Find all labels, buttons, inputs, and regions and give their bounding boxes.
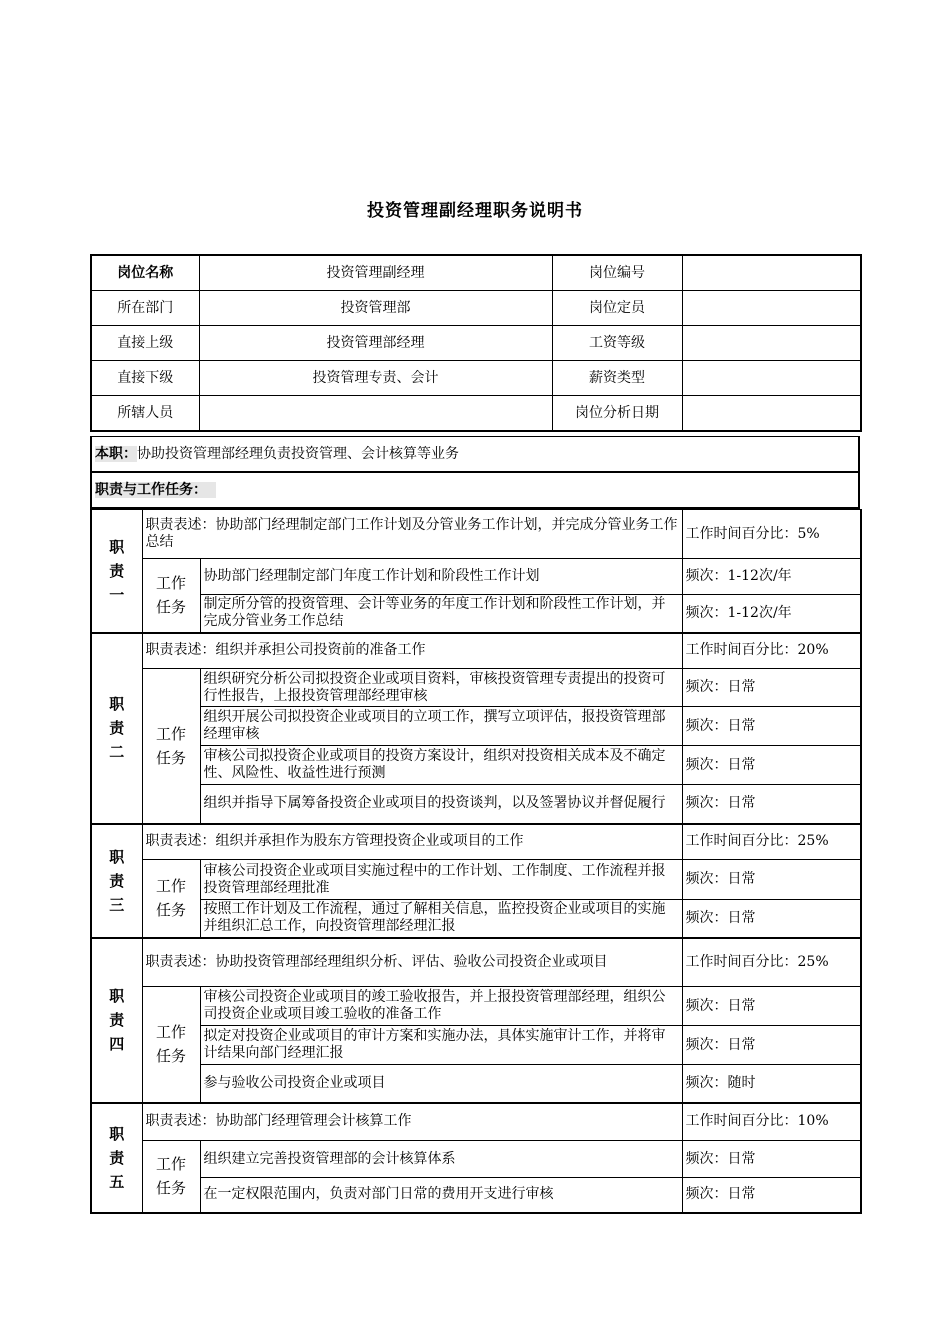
- task-label: [142, 669, 200, 824]
- task-row: [91, 900, 861, 938]
- duty-percent: 工作时间百分比：20%: [682, 633, 861, 669]
- task-frequency: 频次：日常: [682, 1178, 861, 1213]
- task-label-text: 任务: [155, 748, 186, 767]
- duty-head-char: 一: [109, 585, 125, 604]
- duty-statement-row: [91, 633, 861, 669]
- task-text: 在一定权限范围内，负责对部门日常的费用开支进行审核: [200, 1178, 682, 1213]
- duties-header-label: 职责与工作任务：: [95, 481, 207, 498]
- info-label: 所在部门: [91, 291, 199, 326]
- task-frequency: 频次：日常: [682, 707, 861, 746]
- task-row: [91, 1178, 861, 1213]
- task-label-text: 工作: [155, 724, 186, 743]
- duty-head-char: 责: [109, 1148, 125, 1167]
- duty-statement-row: [91, 938, 861, 987]
- info-label: 工资等级: [552, 326, 682, 361]
- core-duty-text: 协助投资管理部经理负责投资管理、会计核算等业务: [137, 445, 459, 462]
- task-text: 拟定对投资企业或项目的审计方案和实施办法，具体实施审计工作，并将审计结果向部门经理汇报: [200, 1026, 682, 1065]
- duty-head-char: 责: [109, 719, 125, 737]
- duty-1-head: [91, 510, 142, 633]
- info-label: 直接上级: [91, 326, 199, 361]
- task-frequency: 频次：日常: [682, 900, 861, 938]
- duty-statement: 职责表述：组织并承担公司投资前的准备工作: [142, 633, 682, 669]
- duty-statement: 职责表述：组织并承担作为股东方管理投资企业或项目的工作: [142, 824, 682, 860]
- core-duty-table: [90, 436, 860, 509]
- duty-statement: 职责表述：协助部门经理制定部门工作计划及分管业务工作计划，并完成分管业务工作总结: [142, 510, 682, 559]
- duty-percent: 工作时间百分比：25%: [682, 938, 861, 987]
- duty-head-char: 职: [109, 1124, 125, 1143]
- duty-head-char: 四: [109, 1035, 125, 1053]
- task-row: [91, 1065, 861, 1103]
- info-label: 岗位编号: [552, 255, 682, 291]
- duty-5-head: [91, 1103, 142, 1213]
- info-value: 投资管理部: [199, 291, 552, 326]
- task-frequency: 频次：日常: [682, 785, 861, 824]
- duty-statement-row: [91, 1103, 861, 1141]
- duty-head-char: 责: [109, 871, 125, 890]
- duty-head-char: 责: [109, 1011, 125, 1029]
- task-row: [91, 746, 861, 785]
- task-row: [91, 595, 861, 633]
- task-label: [142, 559, 200, 633]
- task-label-text: 任务: [155, 598, 186, 617]
- task-label-text: 工作: [155, 1023, 186, 1042]
- info-value: [682, 396, 861, 432]
- info-row: [91, 255, 861, 291]
- task-row: [91, 860, 861, 900]
- task-row: [91, 987, 861, 1026]
- task-frequency: 频次：日常: [682, 1141, 861, 1178]
- task-text: 组织开展公司拟投资企业或项目的立项工作，撰写立项评估，报投资管理部经理审核: [200, 707, 682, 746]
- task-frequency: 频次：日常: [682, 746, 861, 785]
- info-row: [91, 326, 861, 361]
- task-label-text: 任务: [155, 1179, 186, 1198]
- task-frequency: 频次：日常: [682, 860, 861, 900]
- info-label: 薪资类型: [552, 361, 682, 396]
- position-info-table: [90, 254, 862, 432]
- task-row: [91, 1026, 861, 1065]
- info-value: [682, 255, 861, 291]
- info-label: 岗位定员: [552, 291, 682, 326]
- duty-statement-row: [91, 824, 861, 860]
- task-text: 按照工作计划及工作流程，通过了解相关信息，监控投资企业或项目的实施并组织汇总工作，向投资管理部经理汇报: [200, 900, 682, 938]
- info-label: 所辖人员: [91, 396, 199, 432]
- duty-percent: 工作时间百分比：25%: [682, 824, 861, 860]
- info-label: 岗位分析日期: [552, 396, 682, 432]
- task-label-text: 工作: [155, 1155, 186, 1174]
- task-label: [142, 987, 200, 1103]
- info-value: 投资管理部经理: [199, 326, 552, 361]
- duties-header-row: [91, 472, 859, 508]
- task-label-text: 任务: [155, 1047, 186, 1066]
- task-text: 参与验收公司投资企业或项目: [200, 1065, 682, 1103]
- duty-statement: 职责表述：协助部门经理管理会计核算工作: [142, 1103, 682, 1141]
- info-value: 投资管理专责、会计: [199, 361, 552, 396]
- task-label: [142, 1141, 200, 1213]
- task-text: 组织并指导下属筹备投资企业或项目的投资谈判，以及签署协议并督促履行: [200, 785, 682, 824]
- duty-2-head: [91, 633, 142, 824]
- duty-percent: 工作时间百分比：10%: [682, 1103, 861, 1141]
- core-duty-row: [91, 437, 859, 473]
- task-frequency: 频次：日常: [682, 987, 861, 1026]
- duty-head-char: 二: [109, 743, 125, 761]
- task-frequency: 频次：随时: [682, 1065, 861, 1103]
- duty-head-char: 职: [109, 695, 125, 713]
- document-title: 投资管理副经理职务说明书: [367, 201, 583, 221]
- task-label-text: 任务: [155, 901, 186, 920]
- duty-head-char: 三: [109, 895, 125, 914]
- task-text: 协助部门经理制定部门年度工作计划和阶段性工作计划: [200, 559, 682, 595]
- info-value: [682, 361, 861, 396]
- info-row: [91, 291, 861, 326]
- task-text: 审核公司投资企业或项目实施过程中的工作计划、工作制度、工作流程并报投资管理部经理批准: [200, 860, 682, 900]
- task-text: 审核公司投资企业或项目的竣工验收报告，并上报投资管理部经理，组织公司投资企业或项目竣工验收的准备工作: [200, 987, 682, 1026]
- task-frequency: 频次：日常: [682, 1026, 861, 1065]
- info-value: [682, 326, 861, 361]
- core-duty-label: 本职：: [95, 445, 137, 462]
- task-label: [142, 860, 200, 938]
- duties-header-cell: [91, 472, 859, 508]
- task-frequency: 频次：1-12次/年: [682, 595, 861, 633]
- info-value: [199, 396, 552, 432]
- task-row: [91, 785, 861, 824]
- duty-head-char: 职: [109, 987, 125, 1005]
- info-label: 岗位名称: [91, 255, 199, 291]
- task-frequency: 频次：日常: [682, 669, 861, 707]
- duty-head-char: 职: [109, 847, 125, 866]
- duty-percent: 工作时间百分比：5%: [682, 510, 861, 559]
- task-row: [91, 1141, 861, 1178]
- duty-statement-row: [91, 510, 861, 559]
- duty-head-char: 责: [109, 561, 125, 580]
- task-text: 制定所分管的投资管理、会计等业务的年度工作计划和阶段性工作计划，并完成分管业务工作总结: [200, 595, 682, 633]
- task-text: 组织建立完善投资管理部的会计核算体系: [200, 1141, 682, 1178]
- task-text: 审核公司拟投资企业或项目的投资方案设计，组织对投资相关成本及不确定性、风险性、收益性进行预测: [200, 746, 682, 785]
- task-text: 组织研究分析公司拟投资企业或项目资料，审核投资管理专责提出的投资可行性报告，上报投资管理部经理审核: [200, 669, 682, 707]
- duty-head-char: 职: [109, 537, 125, 556]
- duty-3-head: [91, 824, 142, 938]
- task-label-text: 工作: [155, 877, 186, 896]
- duty-statement: 职责表述：协助投资管理部经理组织分析、评估、验收公司投资企业或项目: [142, 938, 682, 987]
- info-value: [682, 291, 861, 326]
- task-row: [91, 559, 861, 595]
- core-duty-cell: [91, 437, 859, 473]
- info-row: [91, 361, 861, 396]
- info-row: [91, 396, 861, 432]
- task-row: [91, 707, 861, 746]
- task-row: [91, 669, 861, 707]
- info-value: 投资管理副经理: [199, 255, 552, 291]
- info-label: 直接下级: [91, 361, 199, 396]
- task-frequency: 频次：1-12次/年: [682, 559, 861, 595]
- duties-table: [90, 509, 862, 1214]
- task-label-text: 工作: [155, 574, 186, 593]
- duty-head-char: 五: [109, 1172, 125, 1191]
- duty-4-head: [91, 938, 142, 1103]
